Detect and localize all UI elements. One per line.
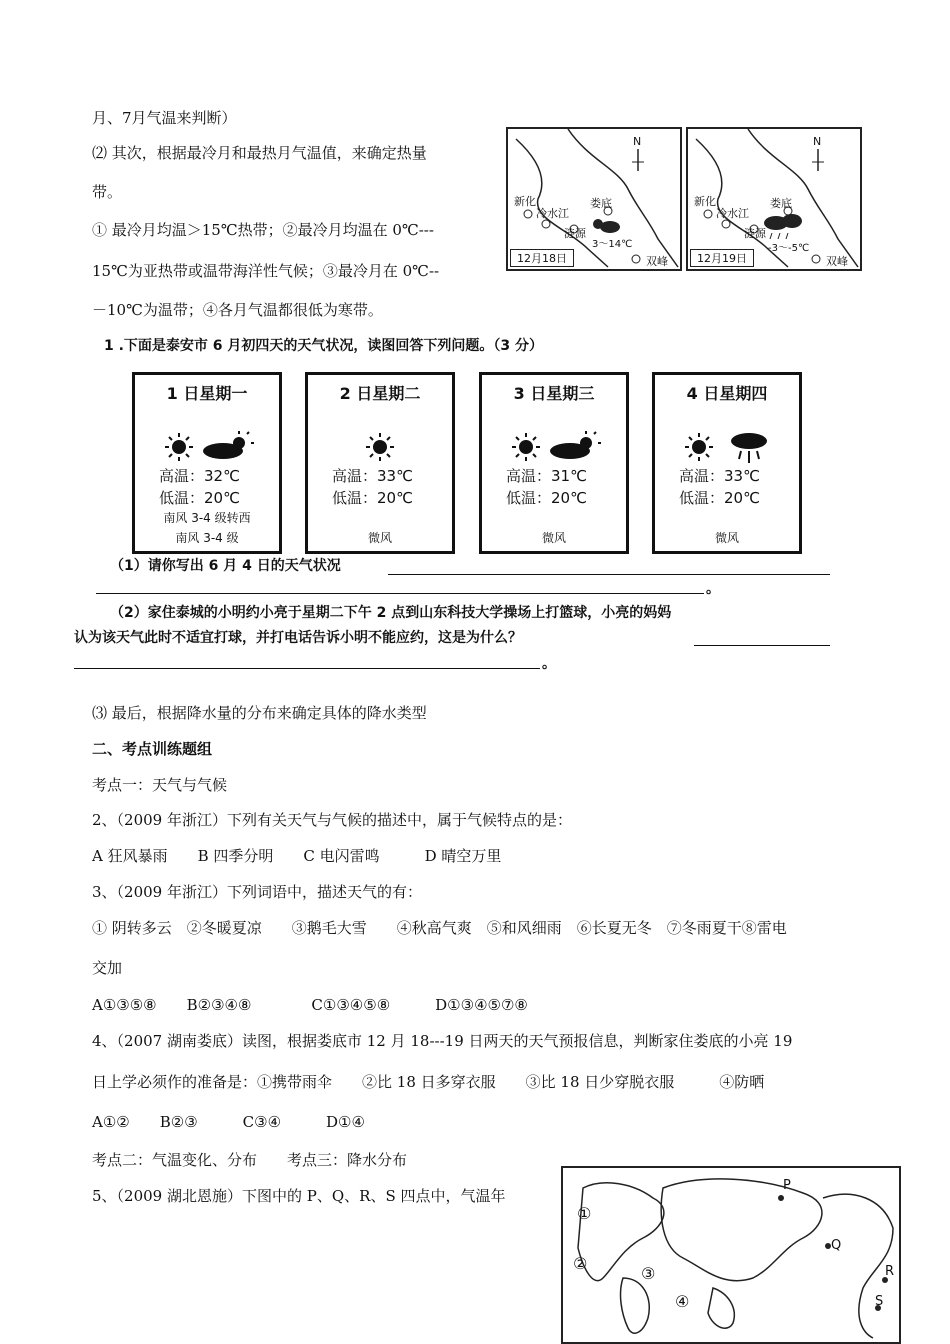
place-label: 冷水江 bbox=[716, 207, 749, 220]
text-line: 月、7月气温来判断） bbox=[92, 109, 237, 127]
answer-options: ① 阴转多云 ②冬暖夏凉 ③鹅毛大雪 ④秋高气爽 ⑤和风细雨 ⑥长夏无冬 ⑦冬雨夏干⑧雷电 bbox=[92, 919, 787, 937]
weather-card-3 bbox=[479, 372, 629, 554]
wind-text: 微风 bbox=[367, 531, 392, 545]
loudi-map-dec19 bbox=[686, 127, 862, 271]
low-temp: 低温：20℃ bbox=[506, 489, 587, 507]
high-temp: 高温：33℃ bbox=[679, 467, 760, 485]
answer-options: A①② B②③ C③④ D①④ bbox=[92, 1113, 365, 1131]
text-line: ⑵ 其次，根据最冷月和最热月气温值，来确定热量 bbox=[92, 144, 427, 162]
period-mark: 。 bbox=[542, 656, 556, 672]
point-label-p: P bbox=[783, 1178, 791, 1193]
sunny-to-cloudy-icon bbox=[135, 427, 279, 467]
place-label: 娄底 bbox=[590, 197, 612, 210]
place-label: 双峰 bbox=[646, 255, 668, 268]
marker-1: ① bbox=[577, 1204, 592, 1223]
north-label: N bbox=[813, 135, 822, 148]
text-line: ⑶ 最后，根据降水量的分布来确定具体的降水类型 bbox=[92, 704, 427, 722]
weather-card-2 bbox=[305, 372, 455, 554]
answer-options: A①③⑤⑧ B②③④⑧ C①③④⑤⑧ D①③④⑤⑦⑧ bbox=[92, 996, 528, 1014]
card-title: 3 日星期三 bbox=[513, 384, 595, 403]
text-line: －10℃为温带；④各月气温都很低为寒带。 bbox=[92, 301, 383, 319]
sunny-to-cloudy-icon bbox=[482, 427, 626, 467]
point-label-s: S bbox=[875, 1294, 884, 1309]
answer-line[interactable] bbox=[96, 593, 704, 594]
place-label: 娄底 bbox=[770, 197, 792, 210]
weather-card-4 bbox=[652, 372, 802, 554]
text-line: 15℃为亚热带或温带海洋性气候；③最冷月在 0℃-- bbox=[92, 262, 440, 280]
text-line: 考点二：气温变化、分布 考点三：降水分布 bbox=[92, 1151, 408, 1169]
answer-line[interactable] bbox=[74, 668, 540, 669]
text-line: 带。 bbox=[92, 183, 123, 201]
sunny-to-shower-icon bbox=[655, 427, 799, 467]
high-temp: 高温：32℃ bbox=[159, 467, 240, 485]
sub-question-2: （2）家住泰城的小明约小亮于星期二下午 2 点到山东科技大学操场上打篮球，小亮的妈妈 bbox=[110, 605, 672, 621]
low-temp: 低温：20℃ bbox=[679, 489, 760, 507]
question-text: 3、（2009 年浙江）下列词语中，描述天气的有： bbox=[92, 883, 422, 901]
map-date: 12月19日 bbox=[690, 249, 754, 267]
loudi-map-dec18 bbox=[506, 127, 682, 271]
wind-text: 南风 3-4 级转西 bbox=[163, 511, 251, 525]
marker-2: ② bbox=[573, 1254, 588, 1273]
answer-options: A 狂风暴雨 B 四季分明 C 电闪雷鸣 D 晴空万里 bbox=[92, 847, 502, 865]
world-map bbox=[561, 1166, 901, 1344]
question-text: 日上学必须作的准备是：①携带雨伞 ②比 18 日多穿衣服 ③比 18 日少穿脱衣服 ④防晒 bbox=[92, 1073, 765, 1091]
high-temp: 高温：33℃ bbox=[332, 467, 413, 485]
wind-text: 南风 3-4 级 bbox=[175, 531, 239, 545]
sub-question-1: （1）请你写出 6 月 4 日的天气状况 bbox=[110, 558, 341, 574]
question-text: 2、（2009 年浙江）下列有关天气与气候的描述中，属于气候特点的是： bbox=[92, 811, 572, 829]
question-text: 4、（2007 湖南娄底）读图，根据娄底市 12 月 18---19 日两天的天气预报信息，判断家住娄底的小亮 19 bbox=[92, 1032, 793, 1050]
point-label-q: Q bbox=[831, 1238, 842, 1253]
place-label: 冷水江 bbox=[536, 207, 569, 220]
text-line: 考点一：天气与气候 bbox=[92, 776, 228, 794]
card-title: 1 日星期一 bbox=[166, 384, 248, 403]
place-label: 涟源 bbox=[564, 227, 586, 240]
wind-text: 微风 bbox=[541, 531, 566, 545]
north-label: N bbox=[633, 135, 642, 148]
low-temp: 低温：20℃ bbox=[332, 489, 413, 507]
map-date: 12月18日 bbox=[510, 249, 574, 267]
place-label: 双峰 bbox=[826, 255, 848, 268]
place-label: 新化 bbox=[694, 195, 716, 208]
place-label: 涟源 bbox=[744, 227, 766, 240]
marker-3: ③ bbox=[641, 1264, 656, 1283]
section-heading: 二、考点训练题组 bbox=[92, 740, 213, 758]
temp-range: 3～14℃ bbox=[592, 239, 633, 250]
low-temp: 低温：20℃ bbox=[159, 489, 240, 507]
high-temp: 高温：31℃ bbox=[506, 467, 587, 485]
temp-range: -3～-5℃ bbox=[768, 243, 810, 254]
continent-outlines bbox=[563, 1168, 899, 1342]
marker-4: ④ bbox=[675, 1292, 690, 1311]
weather-card-1 bbox=[132, 372, 282, 554]
wind-text: 微风 bbox=[714, 531, 739, 545]
answer-options: 交加 bbox=[92, 959, 123, 977]
text-line: ① 最冷月均温＞15℃热带；②最冷月均温在 0℃--- bbox=[92, 221, 434, 239]
point-label-r: R bbox=[885, 1264, 895, 1279]
card-title: 4 日星期四 bbox=[686, 384, 768, 403]
answer-line[interactable] bbox=[694, 645, 830, 646]
question-text: 5、（2009 湖北恩施）下图中的 P、Q、R、S 四点中，气温年 bbox=[92, 1187, 506, 1205]
sub-question-2-cont: 认为该天气此时不适宜打球，并打电话告诉小明不能应约，这是为什么？ bbox=[74, 630, 522, 646]
question-title: 1 .下面是泰安市 6 月初四天的天气状况，读图回答下列问题。（3 分） bbox=[104, 338, 544, 354]
card-title: 2 日星期二 bbox=[339, 384, 421, 403]
answer-line[interactable] bbox=[388, 574, 830, 575]
sunny-icon bbox=[308, 427, 452, 467]
period-mark: 。 bbox=[706, 581, 720, 597]
place-label: 新化 bbox=[514, 195, 536, 208]
